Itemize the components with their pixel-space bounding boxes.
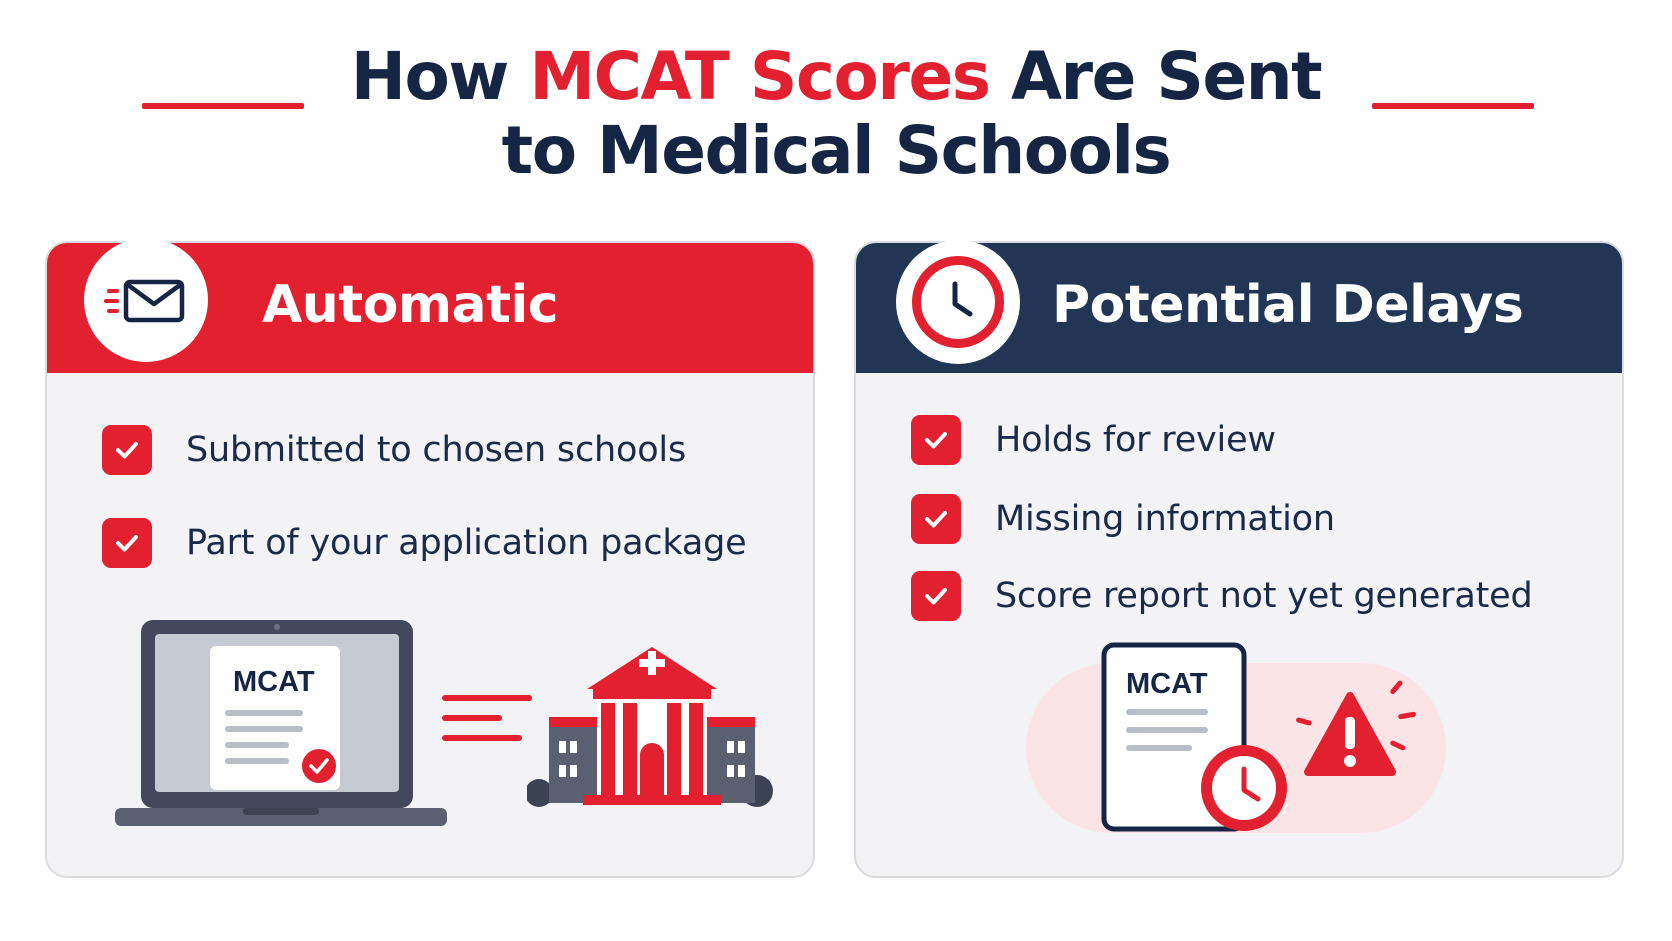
title-line-1 — [0, 40, 1672, 114]
list-item-label: Submitted to chosen schools — [186, 430, 686, 470]
checkbox-checked-icon — [102, 518, 152, 568]
doc-label: MCAT — [1126, 668, 1208, 700]
checkbox-checked-icon — [911, 494, 961, 544]
checkbox-checked-icon — [911, 571, 961, 621]
envelope-icon — [84, 238, 208, 362]
potential-delays-badge — [896, 240, 1020, 364]
list-item-label: Holds for review — [995, 420, 1276, 460]
list-item-label: Missing information — [995, 499, 1335, 539]
list-item — [911, 494, 1335, 544]
clock-icon — [896, 240, 1020, 364]
list-item — [102, 518, 746, 568]
list-item-label: Score report not yet generated — [995, 576, 1533, 616]
medical-school-building-icon — [527, 645, 777, 815]
page-title — [0, 40, 1672, 188]
list-item — [102, 425, 686, 475]
title-part: How — [350, 38, 530, 115]
title-line-2: to Medical Schools — [501, 112, 1171, 189]
list-item — [911, 571, 1533, 621]
list-item-label: Part of your application package — [186, 523, 747, 563]
title-part: Are Sent — [989, 38, 1322, 115]
automatic-badge — [84, 238, 208, 362]
title-accent: MCAT Scores — [529, 38, 990, 115]
potential-delays-card-title: Potential Delays — [1052, 275, 1524, 335]
laptop-icon — [115, 618, 450, 833]
checkbox-checked-icon — [102, 425, 152, 475]
list-item — [911, 415, 1276, 465]
automatic-card-title: Automatic — [262, 275, 559, 335]
doc-label: MCAT — [233, 666, 315, 698]
delayed-score-report-illustration — [1026, 641, 1446, 841]
checkbox-checked-icon — [911, 415, 961, 465]
